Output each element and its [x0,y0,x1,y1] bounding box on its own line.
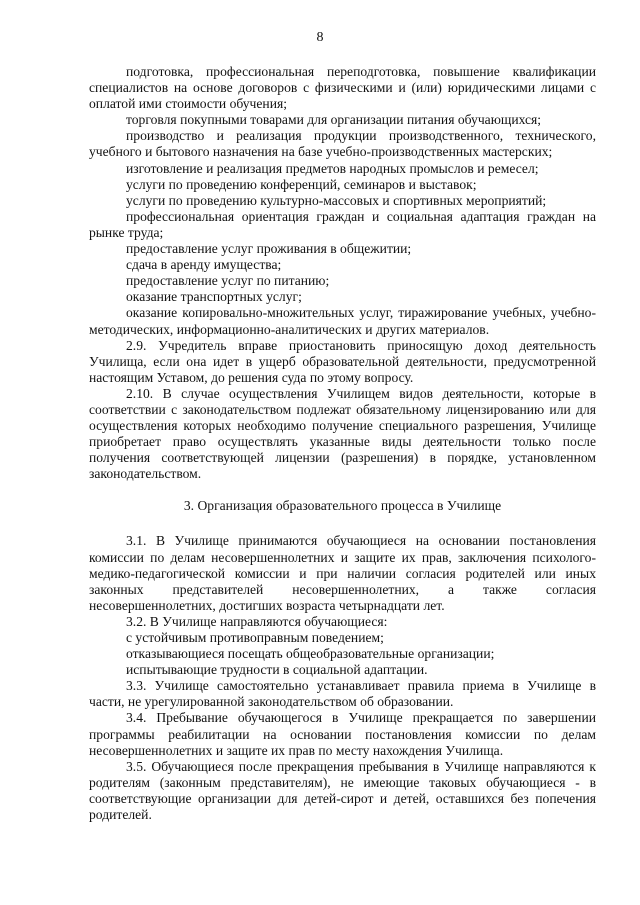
paragraph: торговля покупными товарами для организации питания обучающихся; [126,112,542,128]
paragraph: услуги по проведению культурно-массовых и спортивных мероприятий; [126,192,547,208]
paragraph: оказание транспортных услуг; [126,289,302,305]
document-body [89,64,596,823]
paragraph: производство и реализация продукции производственного, технического, учебного и бытового назначения на базе учебно-производственных мастерских; [89,128,596,160]
paragraph: изготовление и реализация предметов народных промыслов и ремесел; [126,160,539,176]
paragraph: испытывающие трудности в социальной адаптации. [126,662,428,678]
paragraph: отказывающиеся посещать общеобразовательные организации; [126,646,495,662]
paragraph: предоставление услуг по питанию; [126,273,330,289]
paragraph: 2.9. Учредитель вправе приостановить приносящую доход деятельность Училища, если она идет в ущерб образовательной деятельности, предусмотренной настоящим Уставом, до решения суда по этому вопросу. [89,337,596,385]
paragraph: 3.5. Обучающиеся после прекращения пребывания в Училище направляются к родителям (законным представителям), не имеющие таковых обучающиеся - в соответствующие организации для детей-сирот и детей, оставшихся без попечения родителей. [89,758,596,823]
paragraph: сдача в аренду имущества; [126,257,282,273]
paragraph: 3.3. Училище самостоятельно устанавливает правила приема в Училище в части, не урегулированной законодательством об образовании. [89,678,596,710]
section-2-continuation [89,64,596,482]
section-heading: 3. Организация образовательного процесса в Училище [183,498,502,514]
paragraph: 2.10. В случае осуществления Училищем видов деятельности, которые в соответствии с законодательством подлежат обязательному лицензированию или для осуществления которых необходимо получение специального разрешения, Училище приобретает право осуществлять указанные виды деятельности только после получения соответствующей лицензии (разрешения) в порядке, установленном законодательством. [89,385,596,482]
paragraph: оказание копировально-множительных услуг, тиражирование учебных, учебно-методических, информационно-аналитических и других материалов. [89,305,596,337]
paragraph: услуги по проведению конференций, семинаров и выставок; [126,176,477,192]
paragraph: 3.1. В Училище принимаются обучающиеся на основании постановления комиссии по делам несовершеннолетних и защите их прав, заключения психолого-медико-педагогической комиссии и при наличии согласия родителей или иных законных представителей несовершеннолетних, а также согласия несовершеннолетних, достигших возраста четырнадцати лет. [89,533,596,613]
section-3 [89,533,596,823]
paragraph: подготовка, профессиональная переподготовка, повышение квалификации специалистов на основе договоров с физическими и (или) юридическими лицами с оплатой ими стоимости обучения; [89,64,596,112]
paragraph: 3.2. В Училище направляются обучающиеся: [126,613,388,629]
paragraph: 3.4. Пребывание обучающегося в Училище прекращается по завершении программы реабилитации на основании постановления комиссии по делам несовершеннолетних и защите их прав по месту нахождения Училища. [89,710,596,758]
paragraph: профессиональная ориентация граждан и социальная адаптация граждан на рынке труда; [89,208,596,240]
page-number: 8 [316,30,324,45]
paragraph: с устойчивым противоправным поведением; [126,630,384,645]
paragraph: предоставление услуг проживания в общежитии; [126,241,412,257]
